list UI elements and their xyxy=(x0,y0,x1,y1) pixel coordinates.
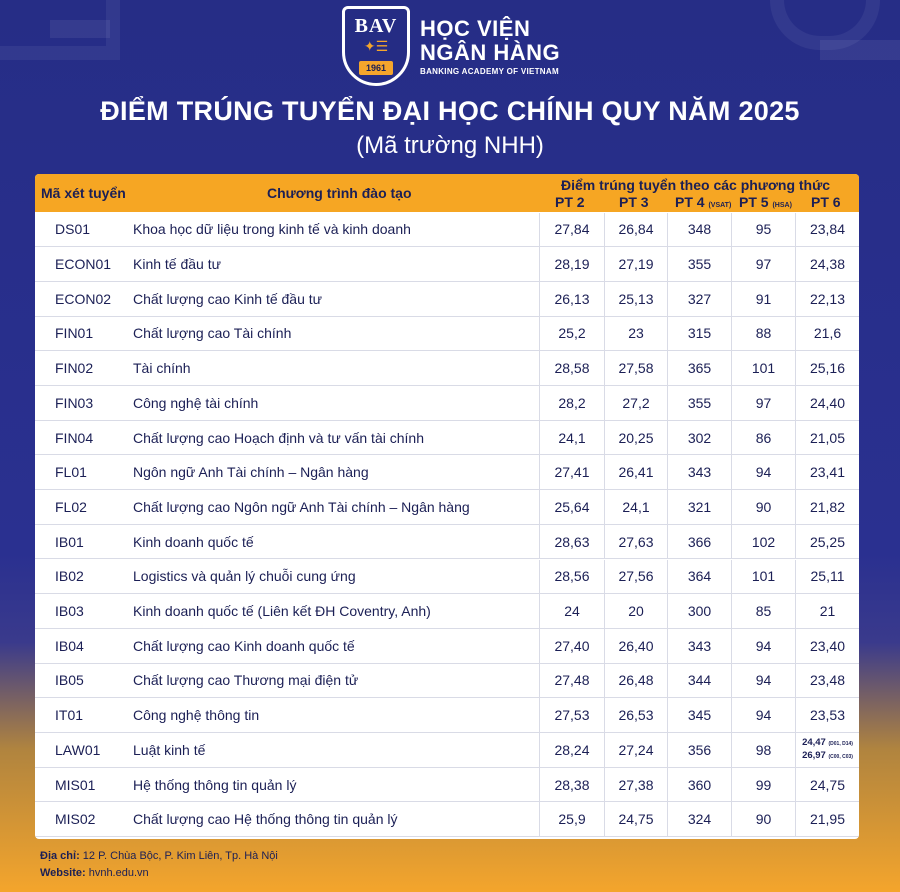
cell-program: Hệ thống thông tin quản lý xyxy=(133,776,297,793)
cell-pt2: 28,24 xyxy=(539,733,604,767)
cell-code: IT01 xyxy=(55,707,84,724)
header-pt5 xyxy=(739,194,792,210)
cell-pt4: 343 xyxy=(667,629,731,663)
cell-pt4: 321 xyxy=(667,490,731,524)
cell-pt4: 315 xyxy=(667,317,731,351)
table-row xyxy=(35,386,859,421)
cell-pt3: 26,40 xyxy=(604,629,667,663)
header-pt5-label: PT 5 xyxy=(739,194,769,210)
cell-program: Tài chính xyxy=(133,360,191,377)
table-row xyxy=(35,282,859,317)
logo-book-icon: ✦☰ xyxy=(363,38,389,54)
cell-pt5: 102 xyxy=(731,525,795,559)
cell-pt3: 23 xyxy=(604,317,667,351)
cell-pt4: 344 xyxy=(667,664,731,698)
table-row xyxy=(35,317,859,352)
cell-code: FL01 xyxy=(55,464,87,481)
cell-pt4: 343 xyxy=(667,455,731,489)
cell-program: Chất lượng cao Thương mại điện tử xyxy=(133,672,359,689)
header-pt3: PT 3 xyxy=(619,194,649,210)
cell-pt6: 24,40 xyxy=(795,386,859,420)
table-row xyxy=(35,802,859,837)
cell-pt4: 300 xyxy=(667,594,731,628)
cell-pt2: 27,41 xyxy=(539,455,604,489)
cell-pt4: 302 xyxy=(667,421,731,455)
cell-pt5: 94 xyxy=(731,455,795,489)
cell-pt2: 28,63 xyxy=(539,525,604,559)
cell-program: Chất lượng cao Hệ thống thông tin quản lý xyxy=(133,811,398,828)
cell-code: IB01 xyxy=(55,533,84,550)
cell-pt6: 21,05 xyxy=(795,421,859,455)
cell-program: Công nghệ thông tin xyxy=(133,707,260,724)
cell-pt5: 91 xyxy=(731,282,795,316)
cell-pt4: 366 xyxy=(667,525,731,559)
cell-program: Công nghệ tài chính xyxy=(133,394,259,411)
cell-code: IB03 xyxy=(55,603,84,620)
header-methods: Điểm trúng tuyển theo các phương thức xyxy=(561,177,831,193)
cell-code: MIS01 xyxy=(55,776,96,793)
cell-pt5: 90 xyxy=(731,490,795,524)
page-title: ĐIỂM TRÚNG TUYỂN ĐẠI HỌC CHÍNH QUY NĂM 2025 xyxy=(100,96,800,126)
header-pt4-label: PT 4 xyxy=(675,194,705,210)
cell-pt3: 27,38 xyxy=(604,768,667,802)
cell-pt4: 364 xyxy=(667,560,731,594)
cell-pt6-a-note: (D01, D14) xyxy=(828,740,853,747)
cell-pt3: 27,56 xyxy=(604,560,667,594)
cell-pt6: 21,95 xyxy=(795,802,859,836)
cell-pt6-b xyxy=(802,750,853,763)
cell-pt3: 26,84 xyxy=(604,213,667,247)
cell-code: IB04 xyxy=(55,637,84,654)
header-pt4 xyxy=(675,194,731,210)
cell-pt5: 95 xyxy=(731,213,795,247)
cell-pt5: 86 xyxy=(731,421,795,455)
table-row xyxy=(35,525,859,560)
cell-pt5: 88 xyxy=(731,317,795,351)
cell-pt5: 85 xyxy=(731,594,795,628)
table-row xyxy=(35,629,859,664)
cell-pt2: 28,19 xyxy=(539,247,604,281)
footer-address-label: Địa chỉ: xyxy=(40,850,80,862)
table-row xyxy=(35,768,859,803)
footer-website-value: hvnh.edu.vn xyxy=(88,867,149,879)
logo-year: 1961 xyxy=(359,61,393,75)
cell-pt5: 101 xyxy=(731,560,795,594)
table-row xyxy=(35,213,859,248)
cell-program: Chất lượng cao Hoạch định và tư vấn tài chính xyxy=(133,429,424,446)
header-pt2: PT 2 xyxy=(555,194,585,210)
table-row xyxy=(35,664,859,699)
cell-pt6: 23,40 xyxy=(795,629,859,663)
cell-pt4: 360 xyxy=(667,768,731,802)
cell-pt3: 27,63 xyxy=(604,525,667,559)
cell-pt4: 345 xyxy=(667,698,731,732)
page-subtitle: (Mã trường NHH) xyxy=(356,132,544,159)
table-row xyxy=(35,421,859,456)
cell-pt4: 356 xyxy=(667,733,731,767)
cell-pt6-b-note: (C00, C03) xyxy=(828,753,853,760)
cell-pt3: 26,41 xyxy=(604,455,667,489)
cell-pt3: 27,58 xyxy=(604,351,667,385)
cell-pt6-a-value: 24,47 xyxy=(802,736,826,748)
table-row xyxy=(35,455,859,490)
cell-pt2: 25,2 xyxy=(539,317,604,351)
cell-pt6: 22,13 xyxy=(795,282,859,316)
table-row xyxy=(35,560,859,595)
cell-program: Chất lượng cao Kinh tế đầu tư xyxy=(133,290,323,307)
cell-pt5: 97 xyxy=(731,386,795,420)
cell-pt2: 28,2 xyxy=(539,386,604,420)
cell-pt4: 355 xyxy=(667,247,731,281)
cell-pt6: 25,25 xyxy=(795,525,859,559)
table-row xyxy=(35,247,859,282)
cell-pt3: 26,48 xyxy=(604,664,667,698)
cell-pt2: 27,53 xyxy=(539,698,604,732)
table-row xyxy=(35,698,859,733)
cell-pt2: 28,38 xyxy=(539,768,604,802)
cell-pt4: 327 xyxy=(667,282,731,316)
logo-name-en: BANKING ACADEMY OF VIETNAM xyxy=(420,66,559,76)
score-table xyxy=(35,174,859,839)
cell-pt4: 348 xyxy=(667,213,731,247)
cell-code: ECON01 xyxy=(55,256,112,273)
cell-pt5: 94 xyxy=(731,629,795,663)
cell-pt3: 27,2 xyxy=(604,386,667,420)
cell-pt5: 97 xyxy=(731,247,795,281)
cell-code: FIN02 xyxy=(55,360,94,377)
footer-website xyxy=(40,865,278,882)
footer-website-label: Website: xyxy=(40,867,86,879)
cell-pt3: 26,53 xyxy=(604,698,667,732)
cell-pt3: 27,19 xyxy=(604,247,667,281)
cell-code: IB05 xyxy=(55,672,84,689)
header-pt4-note: (VSAT) xyxy=(708,202,732,209)
cell-code: FIN01 xyxy=(55,325,94,342)
header-program: Chương trình đào tạo xyxy=(267,185,412,201)
cell-pt2: 28,58 xyxy=(539,351,604,385)
logo-shield-text: BAV xyxy=(354,15,398,37)
header-code: Mã xét tuyển xyxy=(41,185,126,201)
cell-pt6 xyxy=(795,733,859,767)
cell-pt6: 21 xyxy=(795,594,859,628)
cell-code: FIN03 xyxy=(55,394,94,411)
cell-pt2: 27,84 xyxy=(539,213,604,247)
cell-program: Kinh doanh quốc tế (Liên kết ĐH Coventry, Anh) xyxy=(133,603,431,620)
table-header xyxy=(35,174,859,212)
cell-pt2: 24 xyxy=(539,594,604,628)
cell-pt6-b-value: 26,97 xyxy=(802,749,826,761)
cell-pt6: 24,38 xyxy=(795,247,859,281)
table-row xyxy=(35,490,859,525)
cell-program: Kinh doanh quốc tế xyxy=(133,533,254,550)
cell-code: FL02 xyxy=(55,498,87,515)
cell-pt6: 25,11 xyxy=(795,560,859,594)
cell-pt6: 21,6 xyxy=(795,317,859,351)
cell-pt2: 26,13 xyxy=(539,282,604,316)
cell-pt5: 98 xyxy=(731,733,795,767)
cell-pt2: 27,48 xyxy=(539,664,604,698)
logo-name-line1: HỌC VIỆN xyxy=(420,15,531,41)
cell-pt6: 25,16 xyxy=(795,351,859,385)
cell-pt4: 355 xyxy=(667,386,731,420)
cell-pt3: 27,24 xyxy=(604,733,667,767)
footer-address-value: 12 P. Chùa Bộc, P. Kim Liên, Tp. Hà Nội xyxy=(82,850,278,862)
decorative-shape xyxy=(50,20,110,38)
cell-pt6: 21,82 xyxy=(795,490,859,524)
cell-program: Logistics và quản lý chuỗi cung ứng xyxy=(133,568,356,585)
cell-code: LAW01 xyxy=(55,741,101,758)
logo xyxy=(342,6,560,86)
cell-code: ECON02 xyxy=(55,290,112,307)
decorative-shape xyxy=(820,40,900,60)
table-row xyxy=(35,733,859,768)
cell-pt5: 94 xyxy=(731,664,795,698)
cell-pt6: 23,53 xyxy=(795,698,859,732)
cell-program: Ngôn ngữ Anh Tài chính – Ngân hàng xyxy=(133,464,369,481)
cell-pt2: 25,9 xyxy=(539,802,604,836)
cell-pt5: 101 xyxy=(731,351,795,385)
cell-pt3: 20 xyxy=(604,594,667,628)
cell-pt2: 28,56 xyxy=(539,560,604,594)
cell-pt6: 23,41 xyxy=(795,455,859,489)
cell-program: Kinh tế đầu tư xyxy=(133,256,221,273)
cell-pt6: 23,48 xyxy=(795,664,859,698)
cell-program: Chất lượng cao Kinh doanh quốc tế xyxy=(133,637,355,654)
cell-pt6: 23,84 xyxy=(795,213,859,247)
cell-pt4: 324 xyxy=(667,802,731,836)
footer xyxy=(40,848,278,882)
cell-pt3: 25,13 xyxy=(604,282,667,316)
cell-pt2: 24,1 xyxy=(539,421,604,455)
footer-address xyxy=(40,848,278,865)
cell-program: Luật kinh tế xyxy=(133,741,206,758)
cell-program: Khoa học dữ liệu trong kinh tế và kinh doanh xyxy=(133,221,411,238)
logo-name-line2: NGÂN HÀNG xyxy=(420,39,561,65)
logo-shield-icon xyxy=(342,6,410,86)
cell-pt3: 24,1 xyxy=(604,490,667,524)
cell-code: MIS02 xyxy=(55,811,96,828)
cell-program: Chất lượng cao Ngôn ngữ Anh Tài chính – Ngân hàng xyxy=(133,498,470,515)
cell-pt6-a xyxy=(802,737,853,750)
logo-text xyxy=(420,17,560,76)
cell-pt5: 90 xyxy=(731,802,795,836)
cell-code: DS01 xyxy=(55,221,91,238)
cell-pt5: 99 xyxy=(731,768,795,802)
cell-pt2: 27,40 xyxy=(539,629,604,663)
cell-pt3: 20,25 xyxy=(604,421,667,455)
cell-pt3: 24,75 xyxy=(604,802,667,836)
cell-pt2: 25,64 xyxy=(539,490,604,524)
table-row xyxy=(35,594,859,629)
header-pt6: PT 6 xyxy=(811,194,841,210)
cell-pt6: 24,75 xyxy=(795,768,859,802)
cell-code: FIN04 xyxy=(55,429,94,446)
cell-pt4: 365 xyxy=(667,351,731,385)
cell-pt5: 94 xyxy=(731,698,795,732)
cell-code: IB02 xyxy=(55,568,84,585)
table-row xyxy=(35,351,859,386)
cell-program: Chất lượng cao Tài chính xyxy=(133,325,292,342)
header-pt5-note: (HSA) xyxy=(772,202,792,209)
